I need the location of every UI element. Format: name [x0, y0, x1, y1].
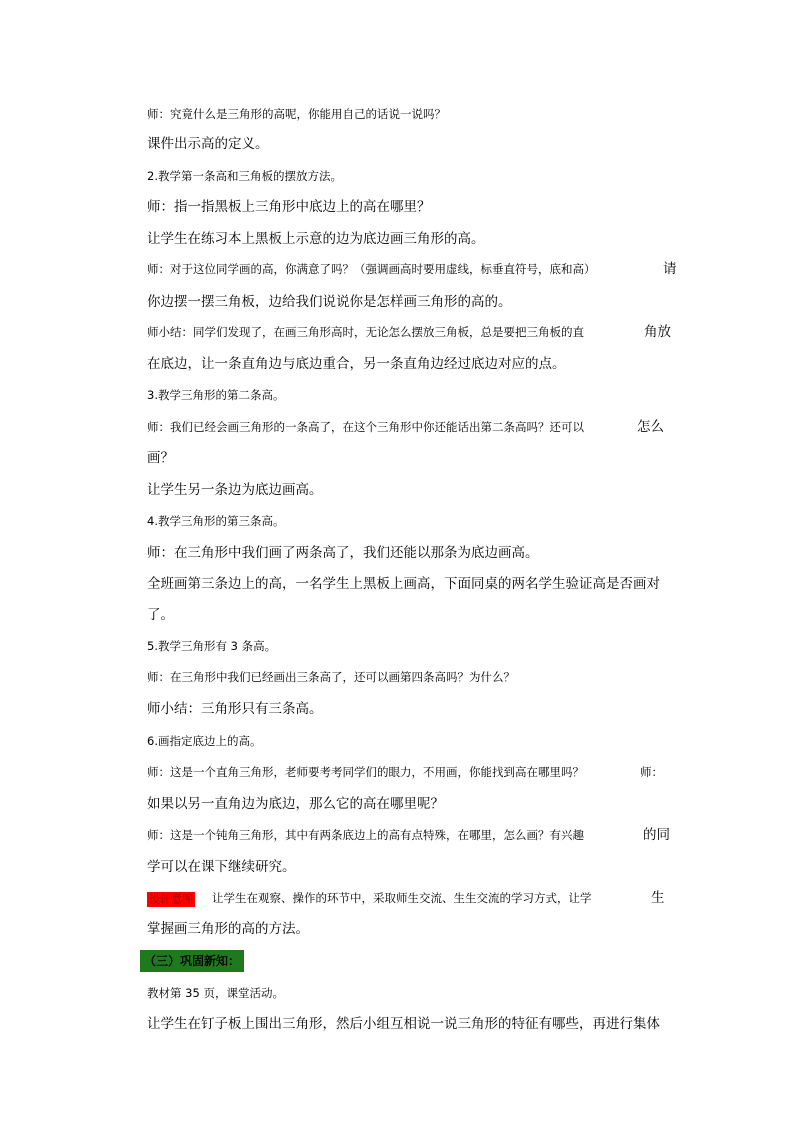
text-line: 师：我们已经会画三角形的一条高了，在这个三角形中你还能话出第二条高吗？还可以 — [147, 420, 584, 434]
text-line: 请 — [663, 261, 677, 277]
text-line: 让学生另一条边为底边画高。 — [147, 482, 323, 498]
text-line: 师：在三角形中我们画了两条高了，我们还能以那条为底边画高。 — [147, 545, 539, 561]
text-line: 角放 — [644, 324, 671, 340]
text-line: 师小结：三角形只有三条高。 — [147, 701, 323, 717]
text-line: 让学生在练习本上黑板上示意的边为底边画三角形的高。 — [147, 231, 485, 247]
text-line: 2.教学第一条高和三角板的摆放方法。 — [147, 169, 342, 183]
section-heading — [140, 950, 244, 972]
text-line: 5.教学三角形有 3 条高。 — [147, 639, 277, 653]
text-line: 师：在三角形中我们已经画出三条高了，还可以画第四条高吗？为什么？ — [147, 670, 515, 684]
text-line: 在底边，让一条直角边与底边重合，另一条直角边经过底边对应的点。 — [147, 356, 566, 372]
design-intent-tag: 设计意图 — [149, 893, 193, 906]
text-line: 让学生在钉子板上围出三角形，然后小组互相说一说三角形的特征有哪些，再进行集体 — [147, 1016, 660, 1032]
section-heading-tag: （三）巩固新知： — [140, 950, 244, 972]
text-line: 让学生在观察、操作的环节中，采取师生交流、生生交流的学习方式，让学 — [212, 891, 592, 905]
text-line: 画？ — [147, 450, 174, 466]
text-line: 的同 — [643, 827, 670, 843]
text-line: 了。 — [147, 607, 174, 623]
text-line: 师：这是一个钝角三角形，其中有两条底边上的高有点特殊，在哪里，怎么画？有兴趣 — [147, 828, 584, 842]
text-line: 师：指一指黑板上三角形中底边上的高在哪里？ — [147, 199, 431, 215]
text-line: 4.教学三角形的第三条高。 — [147, 514, 285, 528]
text-line: 全班画第三条边上的高，一名学生上黑板上画高，下面同桌的两名学生验证高是否画对 — [147, 576, 660, 592]
text-line: 如果以另一直角边为底边，那么它的高在哪里呢？ — [147, 796, 444, 812]
text-line: 师小结：同学们发现了，在画三角形高时，无论怎么摆放三角板，总是要把三角板的直 — [147, 325, 584, 339]
text-line: 你边摆一摆三角板，边给我们说说你是怎样画三角形的高的。 — [147, 294, 512, 310]
text-line: 怎么 — [637, 419, 664, 435]
text-line: 课件出示高的定义。 — [147, 136, 269, 152]
text-line: 师：对于这位同学画的高，你满意了吗？（强调画高时要用虚线，标垂直符号，底和高） — [147, 262, 596, 276]
text-line: 师： — [640, 765, 663, 779]
text-line: 3.教学三角形的第二条高。 — [147, 388, 285, 402]
text-line: 6.画指定底边上的高。 — [147, 734, 262, 748]
text-line: 学可以在课下继续研究。 — [147, 859, 296, 875]
text-line: 教材第 35 页，课堂活动。 — [147, 986, 284, 1000]
text-line: 生 — [651, 890, 665, 906]
text-line: 掌握画三角形的高的方法。 — [147, 921, 309, 937]
text-line: 师：究竟什么是三角形的高呢，你能用自己的话说一说吗？ — [147, 107, 446, 121]
design-intent-label — [147, 888, 195, 910]
text-line: 师：这是一个直角三角形，老师要考考同学们的眼力，不用画，你能找到高在哪里吗？ — [147, 765, 584, 779]
